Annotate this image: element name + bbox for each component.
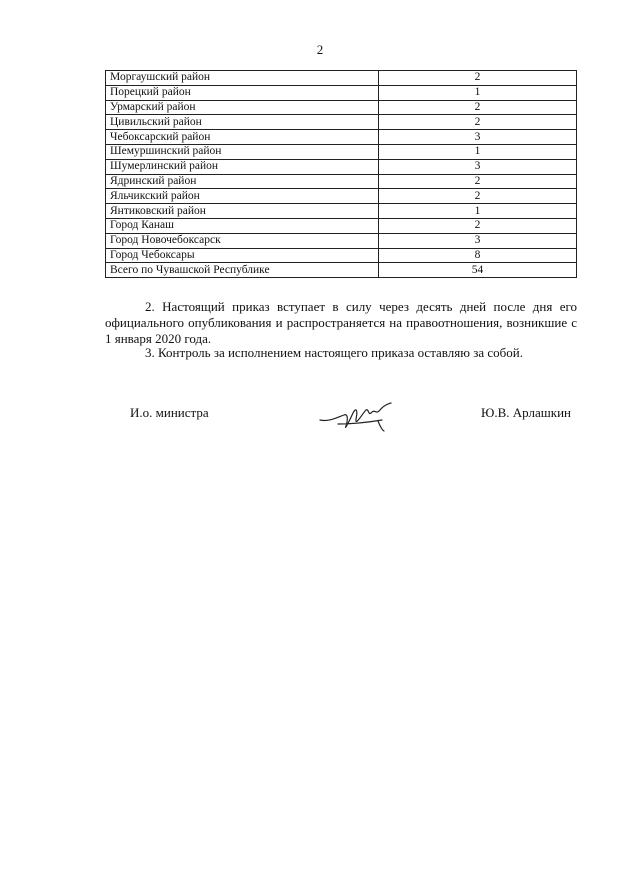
district-count: 1 (379, 144, 577, 159)
district-count: 2 (379, 174, 577, 189)
table-row (106, 174, 577, 189)
signatory-name: Ю.В. Арлашкин (481, 405, 571, 420)
paragraph-2-text: 2. Настоящий приказ вступает в силу через десять дней после дня его официального опубликования и распространяется на правоотношения, возникшие с 1 января 2020 года. (105, 299, 577, 346)
district-count: 3 (379, 233, 577, 248)
table-row (106, 263, 577, 278)
table-row (106, 71, 577, 86)
table-row (106, 130, 577, 145)
signatory-title: И.о. министра (130, 405, 209, 420)
district-count: 54 (379, 263, 577, 278)
table-row (106, 159, 577, 174)
table-row (106, 144, 577, 159)
district-count: 8 (379, 248, 577, 263)
district-name: Урмарский район (106, 100, 379, 115)
district-count: 2 (379, 71, 577, 86)
districts-table (105, 70, 577, 278)
table-row (106, 204, 577, 219)
district-name: Моргаушский район (106, 71, 379, 86)
district-name: Ядринский район (106, 174, 379, 189)
paragraph-3-text: 3. Контроль за исполнением настоящего приказа оставляю за собой. (145, 345, 523, 360)
district-name: Город Чебоксары (106, 248, 379, 263)
paragraph-2 (105, 299, 577, 347)
district-name: Чебоксарский район (106, 130, 379, 145)
district-count: 1 (379, 204, 577, 219)
district-name: Янтиковский район (106, 204, 379, 219)
page-number: 2 (316, 42, 324, 57)
district-count: 1 (379, 85, 577, 100)
table-row (106, 248, 577, 263)
table-row (106, 115, 577, 130)
table-row (106, 218, 577, 233)
district-name: Порецкий район (106, 85, 379, 100)
district-name: Всего по Чувашской Республике (106, 263, 379, 278)
district-name: Шемуршинский район (106, 144, 379, 159)
district-count: 2 (379, 100, 577, 115)
district-count: 3 (379, 159, 577, 174)
district-name: Шумерлинский район (106, 159, 379, 174)
district-count: 2 (379, 115, 577, 130)
district-count: 2 (379, 218, 577, 233)
district-count: 2 (379, 189, 577, 204)
handwritten-signature (318, 400, 393, 434)
table-row (106, 233, 577, 248)
district-name: Яльчикский район (106, 189, 379, 204)
district-name: Город Новочебоксарск (106, 233, 379, 248)
district-name: Цивильский район (106, 115, 379, 130)
district-count: 3 (379, 130, 577, 145)
district-name: Город Канаш (106, 218, 379, 233)
table-row (106, 189, 577, 204)
table-row (106, 100, 577, 115)
paragraph-3 (105, 345, 577, 361)
table-row (106, 85, 577, 100)
